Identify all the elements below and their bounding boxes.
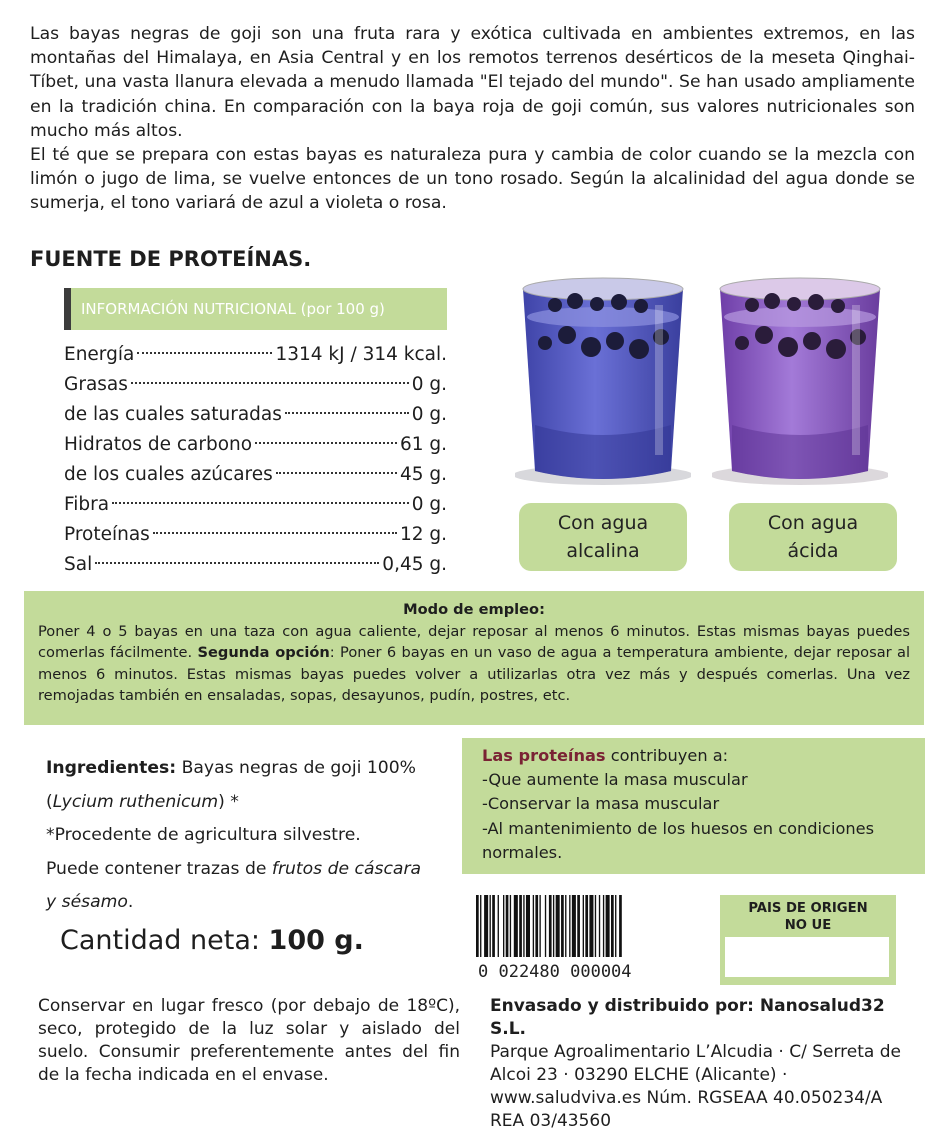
proteins-title: Las proteínas xyxy=(482,746,606,765)
barcode-bar xyxy=(561,895,564,957)
barcode-bar xyxy=(599,895,600,957)
barcode-bar xyxy=(585,895,588,957)
nutrition-label: de los cuales azúcares xyxy=(64,464,273,485)
nutrition-value: 0,45 g. xyxy=(382,554,447,575)
nutrition-label: de las cuales saturadas xyxy=(64,404,282,425)
barcode-bar xyxy=(490,895,491,957)
ingredients-latin: Lycium ruthenicum xyxy=(52,791,219,812)
barcode-image xyxy=(470,895,692,980)
barcode-bar xyxy=(535,895,538,957)
storage-text: Conservar en lugar fresco (por debajo de 18ºC), seco, protegido de la luz solar y aislado del suelo. Consumir preferentemente antes del fin de la fecha indicada en el envase. xyxy=(38,996,460,1085)
dot-leader xyxy=(131,382,409,384)
proteins-item: -Que aumente la masa muscular xyxy=(482,770,748,790)
caption-line-2: ácida xyxy=(787,540,839,562)
proteins-intro: contribuyen a: xyxy=(605,746,729,765)
glass-alkaline-image xyxy=(515,275,691,490)
nutrition-label: Energía xyxy=(64,344,135,365)
barcode-bar xyxy=(549,895,552,957)
nutrition-row xyxy=(64,370,447,400)
caption-alkaline xyxy=(519,503,687,571)
usage-text xyxy=(38,621,910,707)
dot-leader xyxy=(285,412,409,414)
nutrition-row xyxy=(64,340,447,370)
barcode-bar xyxy=(565,895,566,957)
barcode-bar xyxy=(619,895,622,957)
barcode-bar xyxy=(514,895,518,957)
nutrition-header: INFORMACIÓN NUTRICIONAL (por 100 g) xyxy=(64,288,447,330)
barcode-bar xyxy=(583,895,584,957)
usage-text-part: : Poner 6 bayas en un vaso de agua a temperatura ambiente, dejar reposar al menos 6 minutos. Estas mismas bayas puedes volver a utilizarlas otra vez más y después comerlas. Una vez remojadas también en ensaladas, sopas, desayunos, pudín, postres, etc. xyxy=(38,644,910,704)
intro-text xyxy=(30,22,915,216)
caption-line-1: Con agua xyxy=(767,512,859,534)
nutrition-row xyxy=(64,520,447,550)
barcode-bar xyxy=(480,895,481,957)
barcode-bar xyxy=(498,895,499,957)
ingredients-text xyxy=(46,752,426,819)
caption-acidic xyxy=(729,503,897,571)
packager-title: Envasado y distribuido por: Nanosalud32 S.L. xyxy=(490,996,885,1039)
nutrition-row xyxy=(64,460,447,490)
packager-block xyxy=(490,995,910,1133)
nutrition-value: 45 g. xyxy=(399,464,447,485)
barcode-bar xyxy=(615,895,616,957)
intro-paragraph-2: El té que se prepara con estas bayas es naturaleza pura y cambia de color cuando se la mezcla con limón o jugo de lima, se vuelve entonces de un tono rosado. Según la alcalinidad del agua donde se sumerja, el tono variará de azul a violeta o rosa. xyxy=(30,145,915,214)
nutrition-row xyxy=(64,550,447,580)
nutrition-label: Grasas xyxy=(64,374,128,395)
ingredients-note: *Procedente de agricultura silvestre. xyxy=(46,825,361,845)
barcode-bar xyxy=(577,895,580,957)
ingredients-label: Ingredientes: xyxy=(46,758,177,778)
barcode-bar xyxy=(519,895,522,957)
nutrition-value: 1314 kJ / 314 kcal. xyxy=(275,344,447,365)
nutrition-value: 0 g. xyxy=(411,494,447,515)
barcode-bar xyxy=(572,895,576,957)
barcode-bar xyxy=(506,895,509,957)
dot-leader xyxy=(95,562,379,564)
section-heading: FUENTE DE PROTEÍNAS. xyxy=(30,247,312,271)
barcode-bar xyxy=(492,895,495,957)
net-quantity-value: 100 g. xyxy=(268,925,364,956)
caption-line-1: Con agua xyxy=(557,512,649,534)
barcode-bar xyxy=(545,895,546,957)
net-quantity-label: Cantidad neta: xyxy=(60,925,269,956)
barcode-bar xyxy=(606,895,610,957)
barcode-bar xyxy=(533,895,534,957)
barcode-bar xyxy=(589,895,593,957)
net-quantity xyxy=(60,925,364,956)
proteins-heading xyxy=(482,744,905,768)
nutrition-label: Sal xyxy=(64,554,93,575)
barcode-bar xyxy=(526,895,530,957)
barcode-bar xyxy=(569,895,570,957)
ingredients-block xyxy=(46,752,426,920)
barcode-bar xyxy=(523,895,524,957)
proteins-item: -Al mantenimiento de los huesos en condiciones normales. xyxy=(482,818,875,862)
ingredients-part: ) * xyxy=(218,791,239,812)
origin-line-1: PAIS DE ORIGEN xyxy=(748,901,868,916)
origin-line-2: NO UE xyxy=(784,918,832,933)
barcode-bar xyxy=(476,895,479,957)
nutrition-value: 12 g. xyxy=(399,524,447,545)
barcode-bar xyxy=(553,895,554,957)
packager-address: Parque Agroalimentario L’Alcudia · C/ Serreta de Alcoi 23 · 03290 ELCHE (Alicante) · www.saludviva.es Núm. RGSEAA 40.050234/A REA 03/43560 xyxy=(490,1042,901,1131)
nutrition-value: 61 g. xyxy=(399,434,447,455)
barcode-bar xyxy=(603,895,604,957)
glass-acidic-image xyxy=(712,275,888,490)
ingredients-traces xyxy=(46,853,426,920)
origin-blank-field xyxy=(725,937,889,977)
usage-title: Modo de empleo: xyxy=(403,601,545,618)
dot-leader xyxy=(153,532,397,534)
dot-leader xyxy=(112,502,409,504)
nutrition-row xyxy=(64,400,447,430)
proteins-box xyxy=(462,738,925,874)
caption-line-2: alcalina xyxy=(566,540,640,562)
ingredients-part: Bayas negras de goji 100% ( xyxy=(46,758,416,812)
dot-leader xyxy=(276,472,397,474)
barcode-bar xyxy=(611,895,614,957)
barcode-bar xyxy=(484,895,488,957)
nutrition-value: 0 g. xyxy=(411,404,447,425)
barcode-bar xyxy=(556,895,560,957)
proteins-item: -Conservar la masa muscular xyxy=(482,794,720,814)
traces-part: . xyxy=(127,892,134,912)
barcode-bar xyxy=(510,895,511,957)
dot-leader xyxy=(255,442,397,444)
traces-italic: frutos de cáscara y sésamo xyxy=(46,858,422,912)
barcode-number: 0 022480 000004 xyxy=(478,962,632,980)
dot-leader xyxy=(137,352,272,354)
usage-second-option: Segunda opción xyxy=(197,644,330,661)
origin-box xyxy=(720,895,896,985)
nutrition-label: Fibra xyxy=(64,494,110,515)
nutrition-label: Proteínas xyxy=(64,524,150,545)
nutrition-label: Hidratos de carbono xyxy=(64,434,253,455)
nutrition-row xyxy=(64,490,447,520)
usage-text-part: Poner 4 o 5 bayas en una taza con agua caliente, dejar reposar al menos 6 minutos. Estas mismas bayas puedes comerlas fácilmente. xyxy=(38,622,910,661)
nutrition-value: 0 g. xyxy=(411,374,447,395)
barcode-bar xyxy=(503,895,504,957)
traces-part: Puede contener trazas de xyxy=(46,858,272,879)
usage-box xyxy=(24,591,924,725)
nutrition-table xyxy=(64,340,447,580)
barcode-bar xyxy=(539,895,540,957)
barcode-bar xyxy=(595,895,596,957)
nutrition-row xyxy=(64,430,447,460)
intro-paragraph-1: Las bayas negras de goji son una fruta rara y exótica cultivada en ambientes extremos, en las montañas del Himalaya, en Asia Central y en los remotos terrenos desérticos de la meseta Qinghai-Tíbet, una vasta llanura elevada a menudo llamada "El tejado del mundo". Se han usado ampliamente en la tradición china. En comparación con la baya roja de goji común, sus valores nutricionales son mucho más altos. xyxy=(30,24,915,141)
